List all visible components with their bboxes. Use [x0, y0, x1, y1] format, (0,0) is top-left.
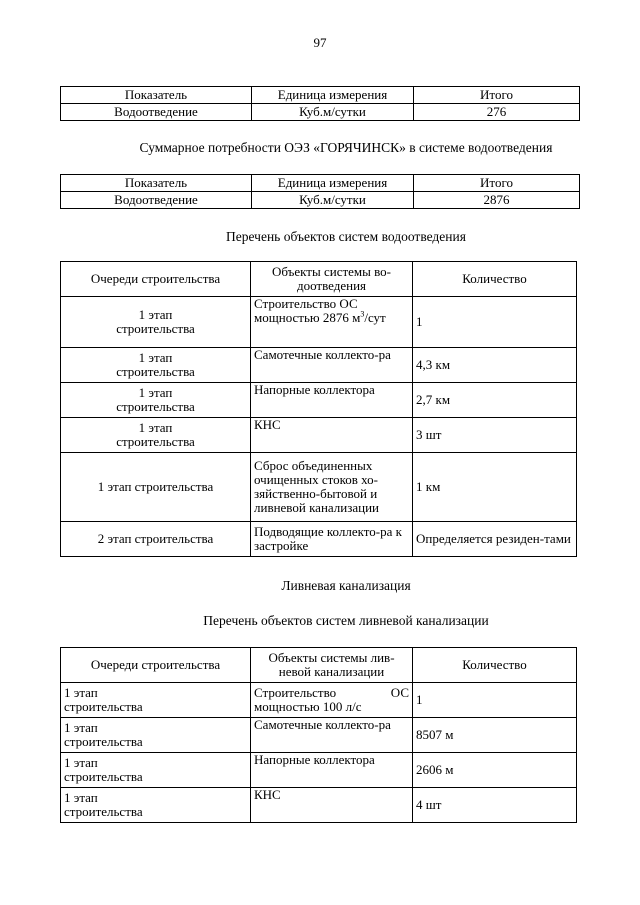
table-row — [61, 348, 577, 383]
cell-object: Напорные коллектора — [251, 383, 413, 418]
storm-sewer-objects-table — [60, 647, 577, 823]
cell-object: КНС — [251, 788, 413, 823]
cell-quantity: Определяется резиден-тами — [413, 522, 577, 557]
cell-quantity: 2,7 км — [413, 383, 577, 418]
table-row — [61, 522, 577, 557]
cell-unit: Куб.м/сутки — [252, 192, 414, 209]
wastewater-objects-table — [60, 261, 577, 557]
table-header-row — [61, 262, 577, 297]
cell-indicator: Водоотведение — [61, 192, 252, 209]
header-object: Объекты системы лив-невой канализации — [251, 648, 413, 683]
table-row — [61, 453, 577, 522]
header-total: Итого — [414, 175, 580, 192]
cell-object: Подводящие коллекто-ра к застройке — [251, 522, 413, 557]
cell-quantity: 8507 м — [413, 718, 577, 753]
header-stage: Очереди строительства — [61, 262, 251, 297]
table-row — [61, 192, 580, 209]
cell-quantity: 1 — [413, 297, 577, 348]
table-row — [61, 788, 577, 823]
header-object: Объекты системы во-доотведения — [251, 262, 413, 297]
caption-summary: Суммарное потребности ОЭЗ «ГОРЯЧИНСК» в системе водоотведения — [139, 140, 553, 155]
cell-total: 2876 — [414, 192, 580, 209]
cell-stage: 1 этап строительства — [61, 383, 251, 418]
table-row — [61, 753, 577, 788]
caption-objects: Перечень объектов систем водоотведения — [226, 229, 466, 244]
cell-quantity: 4,3 км — [413, 348, 577, 383]
cell-unit: Куб.м/сутки — [252, 104, 414, 121]
cell-quantity: 1 — [413, 683, 577, 718]
cell-indicator: Водоотведение — [61, 104, 252, 121]
cell-stage: 1 этап строительства — [61, 453, 251, 522]
caption-storm: Ливневая канализация — [281, 578, 411, 593]
cell-stage: 1 этап строительства — [61, 348, 251, 383]
cell-stage: 1 этап строительства — [61, 718, 251, 753]
header-stage: Очереди строительства — [61, 648, 251, 683]
header-quantity: Количество — [413, 262, 577, 297]
header-unit: Единица измерения — [252, 175, 414, 192]
cell-stage: 1 этап строительства — [61, 297, 251, 348]
caption-storm-objects: Перечень объектов систем ливневой канализации — [203, 613, 489, 628]
wastewater-summary-table — [60, 174, 580, 209]
cell-object: Напорные коллектора — [251, 753, 413, 788]
table-row — [61, 718, 577, 753]
cell-object: Самотечные коллекто-ра — [251, 348, 413, 383]
cell-stage: 2 этап строительства — [61, 522, 251, 557]
table-header-row — [61, 87, 580, 104]
cell-stage: 1 этап строительства — [61, 753, 251, 788]
table-row — [61, 418, 577, 453]
header-indicator: Показатель — [61, 175, 252, 192]
cell-quantity: 3 шт — [413, 418, 577, 453]
wastewater-total-table — [60, 86, 580, 121]
cell-object: Строительство ОС мощностью 100 л/с — [251, 683, 413, 718]
cell-quantity: 1 км — [413, 453, 577, 522]
table-row — [61, 104, 580, 121]
cell-stage: 1 этап строительства — [61, 418, 251, 453]
header-quantity: Количество — [413, 648, 577, 683]
cell-quantity: 2606 м — [413, 753, 577, 788]
table-header-row — [61, 175, 580, 192]
cell-object: КНС — [251, 418, 413, 453]
table-row — [61, 297, 577, 348]
cell-object: Сброс объединенных очищенных стоков хо-зяйственно-бытовой и ливневой канализации — [251, 453, 413, 522]
table-header-row — [61, 648, 577, 683]
page-number: 97 — [313, 35, 327, 50]
table-row — [61, 683, 577, 718]
cell-stage: 1 этап строительства — [61, 788, 251, 823]
header-total: Итого — [414, 87, 580, 104]
header-indicator: Показатель — [61, 87, 252, 104]
cell-stage: 1 этап строительства — [61, 683, 251, 718]
cell-total: 276 — [414, 104, 580, 121]
header-unit: Единица измерения — [252, 87, 414, 104]
cell-object: Самотечные коллекто-ра — [251, 718, 413, 753]
cell-quantity: 4 шт — [413, 788, 577, 823]
cell-object: Строительство ОС мощностью 2876 $м^3$/сут — [251, 297, 413, 348]
table-row — [61, 383, 577, 418]
